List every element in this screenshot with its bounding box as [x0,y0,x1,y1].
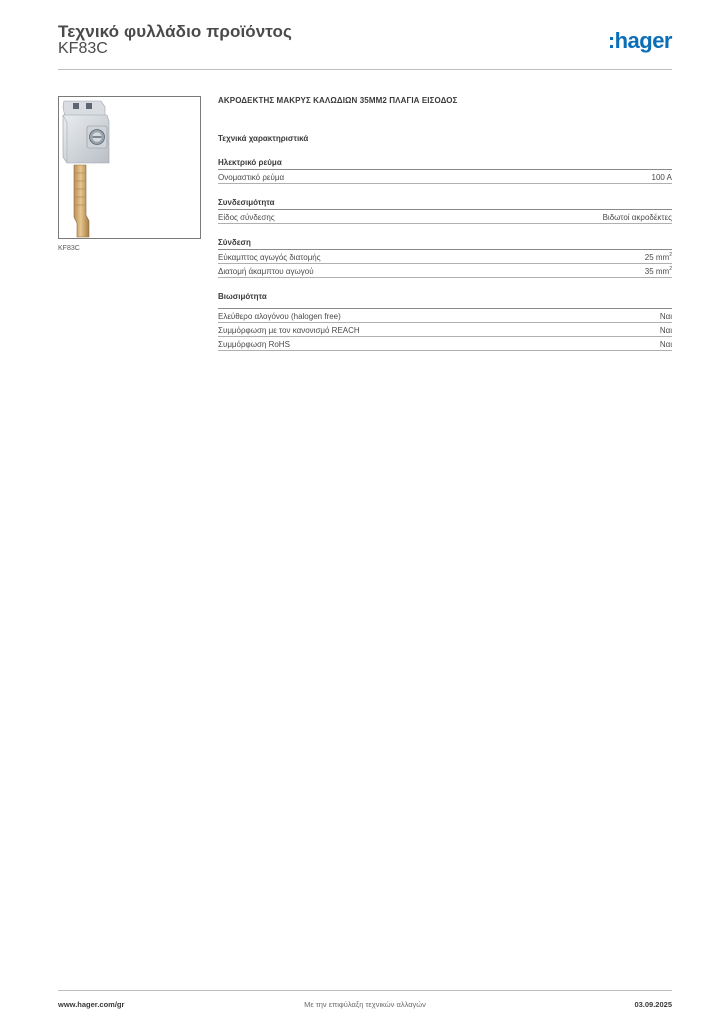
footer-notice: Με την επιφύλαξη τεχνικών αλλαγών [304,1000,426,1009]
hager-logo [610,28,672,54]
logo-text: hager [614,28,672,53]
spec-value: Ναι [659,312,672,321]
product-image [58,96,201,239]
logo-dots-icon [610,37,613,48]
spec-label: Εύκαμπτος αγωγός διατομής [218,253,321,262]
unit-superscript: 2 [669,266,672,272]
page-footer [58,990,672,1014]
spec-group-sustainability [218,292,672,351]
spec-value: Ναι [659,326,672,335]
spec-row [218,210,672,224]
footer-date: 03.09.2025 [634,1000,672,1009]
spec-label: Συμμόρφωση RoHS [218,340,290,349]
group-title: Βιωσιμότητα [218,292,267,301]
document-title: Τεχνικό φυλλάδιο προϊόντος [58,22,292,41]
group-title: Συνδεσιμότητα [218,198,672,210]
spec-value: 35 mm [644,267,670,276]
spec-row [218,309,672,323]
spec-value: 100 A [651,173,672,182]
spec-label: Ονομαστικό ρεύμα [218,173,285,182]
spec-value: Ναι [659,340,672,349]
spec-row [218,170,672,184]
spec-row [218,337,672,351]
spec-value-with-unit [645,266,672,276]
section-title: Τεχνικά χαρακτηριστικά [218,134,309,143]
spec-group-connectivity [218,198,672,224]
group-title: Ηλεκτρικό ρεύμα [218,158,672,170]
spec-content [218,96,672,351]
spec-value-with-unit [645,252,672,262]
terminal-block-icon [59,97,200,238]
page-header [58,20,672,70]
spec-label: Διατομή άκαμπτου αγωγού [218,267,314,276]
spec-label: Είδος σύνδεσης [218,213,275,222]
group-title: Σύνδεση [218,238,672,250]
product-name: ΑΚΡΟΔΕΚΤΗΣ ΜΑΚΡΥΣ ΚΑΛΩΔΙΩΝ 35MM2 ΠΛΑΓΙΑ ΕΙΣΟΔΟΣ [218,96,458,105]
unit-superscript: 2 [669,252,672,258]
spec-label: Ελεύθερο αλογόνου (halogen free) [218,312,341,321]
spec-row [218,264,672,278]
spec-group-electrical [218,158,672,184]
spec-row [218,323,672,337]
spec-row [218,250,672,264]
image-caption: KF83C [58,245,80,252]
spec-value: 25 mm [644,253,670,262]
product-code: KF83C [58,40,108,57]
website-link[interactable]: www.hager.com/gr [58,1000,125,1009]
spec-rows [218,308,672,351]
spec-label: Συμμόρφωση με τον κανονισμό REACH [218,326,360,335]
spec-group-connection [218,238,672,278]
spec-value: Βιδωτοί ακροδέκτες [602,213,672,222]
